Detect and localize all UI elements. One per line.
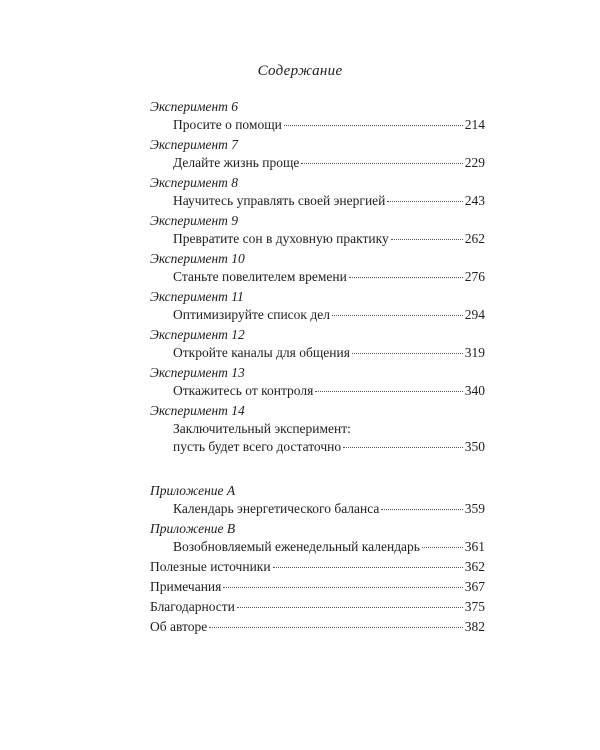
toc-group-experiment-6	[150, 98, 485, 134]
experiment-label: Эксперимент 14	[150, 403, 245, 418]
entry-title: Откажитесь от контроля	[173, 383, 314, 398]
toc-entry[interactable]	[150, 618, 485, 636]
toc-group-experiment-11	[150, 288, 485, 324]
page-number: 362	[464, 559, 485, 574]
entry-title: Просите о помощи	[173, 117, 282, 132]
page-number: 262	[464, 231, 485, 246]
entry-title: Делайте жизнь проще	[173, 155, 300, 170]
dot-leader	[332, 315, 463, 316]
page-number: 382	[464, 619, 485, 634]
experiment-label: Эксперимент 6	[150, 99, 239, 114]
dot-leader	[381, 509, 462, 510]
toc-group-acknowledgements	[150, 598, 485, 616]
entry-title: Превратите сон в духовную практику	[173, 231, 389, 246]
dot-leader	[301, 163, 462, 164]
appendix-label: Приложение A	[150, 483, 236, 498]
toc-group-experiment-7	[150, 136, 485, 172]
experiment-label: Эксперимент 12	[150, 327, 245, 342]
page-number: 350	[464, 439, 485, 454]
toc-group-resources	[150, 558, 485, 576]
entry-title: Возобновляемый еженедельный календарь	[173, 539, 420, 554]
dot-leader	[284, 125, 463, 126]
toc-group-appendix-b	[150, 520, 485, 556]
toc-group-experiment-10	[150, 250, 485, 286]
dot-leader	[349, 277, 463, 278]
toc-entry[interactable]	[150, 500, 485, 518]
experiment-label: Эксперимент 8	[150, 175, 239, 190]
entry-title: пусть будет всего достаточно	[173, 439, 342, 454]
toc-entry[interactable]	[150, 344, 485, 362]
page-number: 319	[464, 345, 485, 360]
dot-leader	[273, 567, 463, 568]
toc-entry[interactable]	[150, 230, 485, 248]
page-number: 361	[464, 539, 485, 554]
page-number: 375	[464, 599, 485, 614]
toc-entry[interactable]	[150, 558, 485, 576]
toc-entry[interactable]	[150, 306, 485, 324]
experiment-label: Эксперимент 7	[150, 137, 239, 152]
toc-entry[interactable]	[150, 192, 485, 210]
toc-entry[interactable]	[150, 154, 485, 172]
dot-leader	[315, 391, 462, 392]
toc-group-notes	[150, 578, 485, 596]
entry-title: Полезные источники	[150, 559, 271, 574]
experiment-label: Эксперимент 9	[150, 213, 239, 228]
dot-leader	[209, 627, 463, 628]
toc-entry[interactable]	[150, 438, 485, 456]
page-number: 340	[464, 383, 485, 398]
dot-leader	[422, 547, 463, 548]
page-number: 359	[464, 501, 485, 516]
appendix-label: Приложение B	[150, 521, 236, 536]
page-number: 276	[464, 269, 485, 284]
dot-leader	[387, 201, 462, 202]
experiment-label: Эксперимент 10	[150, 251, 245, 266]
entry-title: Научитесь управлять своей энергией	[173, 193, 386, 208]
toc-entry[interactable]	[150, 538, 485, 556]
entry-title: Откройте каналы для общения	[173, 345, 350, 360]
page-number: 229	[464, 155, 485, 170]
entry-title-line1: Заключительный эксперимент:	[173, 421, 351, 436]
page-number: 243	[464, 193, 485, 208]
toc-entry[interactable]	[150, 268, 485, 286]
page-number: 294	[464, 307, 485, 322]
dot-leader	[223, 587, 462, 588]
toc-heading: Содержание	[257, 63, 343, 79]
entry-title: Оптимизируйте список дел	[173, 307, 330, 322]
entry-title: Станьте повелителем времени	[173, 269, 347, 284]
toc-entry[interactable]	[150, 578, 485, 596]
experiment-label: Эксперимент 11	[150, 289, 244, 304]
toc-group-experiment-14	[150, 402, 485, 456]
entry-title: Примечания	[150, 579, 222, 594]
table-of-contents	[150, 96, 485, 637]
toc-group-about-author	[150, 618, 485, 636]
page-number: 367	[464, 579, 485, 594]
page-number: 214	[464, 117, 485, 132]
toc-entry[interactable]	[150, 116, 485, 134]
experiment-label: Эксперимент 13	[150, 365, 245, 380]
toc-group-experiment-9	[150, 212, 485, 248]
dot-leader	[237, 607, 463, 608]
toc-group-experiment-13	[150, 364, 485, 400]
entry-title: Об авторе	[150, 619, 208, 634]
dot-leader	[343, 447, 463, 448]
dot-leader	[352, 353, 463, 354]
entry-title: Благодарности	[150, 599, 235, 614]
dot-leader	[391, 239, 463, 240]
toc-entry[interactable]	[150, 598, 485, 616]
toc-group-appendix-a	[150, 482, 485, 518]
section-spacer	[150, 458, 485, 480]
toc-group-experiment-12	[150, 326, 485, 362]
toc-group-experiment-8	[150, 174, 485, 210]
entry-title: Календарь энергетического баланса	[173, 501, 380, 516]
toc-entry[interactable]	[150, 382, 485, 400]
